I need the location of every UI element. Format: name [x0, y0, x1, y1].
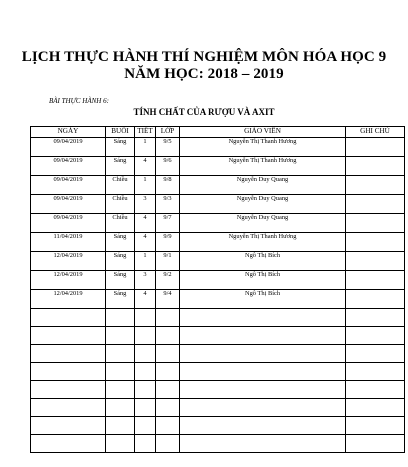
- empty-cell: [180, 309, 346, 327]
- empty-table-row: [31, 399, 405, 417]
- cell-teacher: Nguyễn Thị Thanh Hương: [180, 157, 346, 176]
- cell-date: 09/04/2019: [31, 157, 106, 176]
- cell-session: Sáng: [106, 252, 135, 271]
- empty-table-row: [31, 381, 405, 399]
- empty-cell: [31, 399, 106, 417]
- cell-date: 09/04/2019: [31, 214, 106, 233]
- cell-period: 4: [135, 233, 156, 252]
- table-body: [31, 138, 405, 453]
- table-row: [31, 290, 405, 309]
- empty-cell: [180, 399, 346, 417]
- cell-note: [346, 214, 405, 233]
- empty-cell: [31, 435, 106, 453]
- cell-date: 09/04/2019: [31, 138, 106, 157]
- empty-cell: [346, 381, 405, 399]
- cell-note: [346, 138, 405, 157]
- empty-cell: [180, 417, 346, 435]
- table-row: [31, 271, 405, 290]
- cell-teacher: Ngô Thị Bích: [180, 271, 346, 290]
- empty-cell: [346, 363, 405, 381]
- empty-cell: [106, 345, 135, 363]
- cell-note: [346, 252, 405, 271]
- cell-period: 4: [135, 290, 156, 309]
- cell-date: 12/04/2019: [31, 290, 106, 309]
- empty-cell: [31, 309, 106, 327]
- cell-note: [346, 157, 405, 176]
- column-header-period: TIẾT: [135, 127, 156, 138]
- empty-cell: [106, 417, 135, 435]
- cell-class: 9/5: [156, 138, 180, 157]
- cell-date: 09/04/2019: [31, 176, 106, 195]
- schedule-title: LỊCH THỰC HÀNH THÍ NGHIỆM MÔN HÓA HỌC 9: [21, 49, 387, 65]
- cell-teacher: Nguyễn Duy Quang: [180, 214, 346, 233]
- cell-note: [346, 195, 405, 214]
- empty-table-row: [31, 327, 405, 345]
- empty-cell: [135, 363, 156, 381]
- cell-note: [346, 233, 405, 252]
- table-row: [31, 252, 405, 271]
- cell-class: 9/3: [156, 195, 180, 214]
- cell-session: Sáng: [106, 157, 135, 176]
- cell-session: Chiều: [106, 195, 135, 214]
- empty-cell: [346, 327, 405, 345]
- empty-cell: [346, 399, 405, 417]
- cell-teacher: Ngô Thị Bích: [180, 290, 346, 309]
- empty-table-row: [31, 363, 405, 381]
- table-row: [31, 214, 405, 233]
- cell-period: 3: [135, 195, 156, 214]
- table-row: [31, 195, 405, 214]
- cell-period: 4: [135, 214, 156, 233]
- empty-cell: [135, 327, 156, 345]
- empty-cell: [135, 417, 156, 435]
- cell-class: 9/1: [156, 252, 180, 271]
- empty-table-row: [31, 309, 405, 327]
- empty-cell: [156, 309, 180, 327]
- empty-cell: [31, 381, 106, 399]
- cell-session: Chiều: [106, 176, 135, 195]
- empty-cell: [31, 417, 106, 435]
- cell-date: 12/04/2019: [31, 271, 106, 290]
- cell-teacher: Nguyễn Duy Quang: [180, 195, 346, 214]
- cell-session: Sáng: [106, 290, 135, 309]
- empty-cell: [135, 345, 156, 363]
- table-row: [31, 233, 405, 252]
- schedule-table: [30, 126, 405, 453]
- empty-cell: [31, 327, 106, 345]
- empty-cell: [180, 381, 346, 399]
- cell-note: [346, 271, 405, 290]
- empty-cell: [156, 345, 180, 363]
- empty-cell: [135, 309, 156, 327]
- empty-cell: [135, 399, 156, 417]
- cell-period: 1: [135, 138, 156, 157]
- column-header-session: BUỔI: [106, 127, 135, 138]
- empty-cell: [106, 435, 135, 453]
- empty-cell: [346, 435, 405, 453]
- cell-class: 9/2: [156, 271, 180, 290]
- empty-cell: [156, 363, 180, 381]
- empty-cell: [106, 381, 135, 399]
- cell-period: 1: [135, 176, 156, 195]
- column-header-note: GHI CHÚ: [346, 127, 405, 138]
- cell-date: 12/04/2019: [31, 252, 106, 271]
- cell-session: Sáng: [106, 271, 135, 290]
- cell-period: 4: [135, 157, 156, 176]
- empty-table-row: [31, 345, 405, 363]
- school-year: NĂM HỌC: 2018 – 2019: [124, 66, 284, 82]
- cell-teacher: Ngô Thị Bích: [180, 252, 346, 271]
- cell-period: 3: [135, 271, 156, 290]
- cell-class: 9/8: [156, 176, 180, 195]
- table-row: [31, 157, 405, 176]
- cell-note: [346, 176, 405, 195]
- empty-cell: [346, 309, 405, 327]
- cell-class: 9/6: [156, 157, 180, 176]
- empty-cell: [106, 399, 135, 417]
- cell-class: 9/7: [156, 214, 180, 233]
- empty-cell: [156, 399, 180, 417]
- lesson-label: BÀI THỰC HÀNH 6:: [49, 97, 109, 105]
- empty-cell: [156, 327, 180, 345]
- cell-session: Sáng: [106, 233, 135, 252]
- empty-cell: [156, 435, 180, 453]
- cell-session: Chiều: [106, 214, 135, 233]
- empty-cell: [346, 417, 405, 435]
- cell-teacher: Nguyễn Duy Quang: [180, 176, 346, 195]
- empty-cell: [180, 435, 346, 453]
- cell-teacher: Nguyễn Thị Thanh Hương: [180, 138, 346, 157]
- empty-cell: [346, 345, 405, 363]
- empty-cell: [156, 381, 180, 399]
- cell-session: Sáng: [106, 138, 135, 157]
- empty-cell: [180, 363, 346, 381]
- cell-teacher: Nguyễn Thị Thanh Hương: [180, 233, 346, 252]
- cell-note: [346, 290, 405, 309]
- table-header-row: [31, 127, 405, 138]
- cell-date: 09/04/2019: [31, 195, 106, 214]
- empty-cell: [135, 435, 156, 453]
- empty-cell: [106, 363, 135, 381]
- empty-table-row: [31, 417, 405, 435]
- column-header-class: LỚP: [156, 127, 180, 138]
- empty-cell: [180, 327, 346, 345]
- column-header-date: NGÀY: [31, 127, 106, 138]
- empty-cell: [31, 345, 106, 363]
- column-header-teacher: GIÁO VIÊN: [180, 127, 346, 138]
- empty-cell: [156, 417, 180, 435]
- empty-cell: [106, 327, 135, 345]
- empty-cell: [135, 381, 156, 399]
- cell-class: 9/9: [156, 233, 180, 252]
- empty-table-row: [31, 435, 405, 453]
- empty-cell: [31, 363, 106, 381]
- lesson-title: TÍNH CHẤT CỦA RƯỢU VÀ AXIT: [133, 107, 275, 117]
- empty-cell: [106, 309, 135, 327]
- table-row: [31, 176, 405, 195]
- cell-class: 9/4: [156, 290, 180, 309]
- empty-cell: [180, 345, 346, 363]
- table-row: [31, 138, 405, 157]
- cell-date: 11/04/2019: [31, 233, 106, 252]
- cell-period: 1: [135, 252, 156, 271]
